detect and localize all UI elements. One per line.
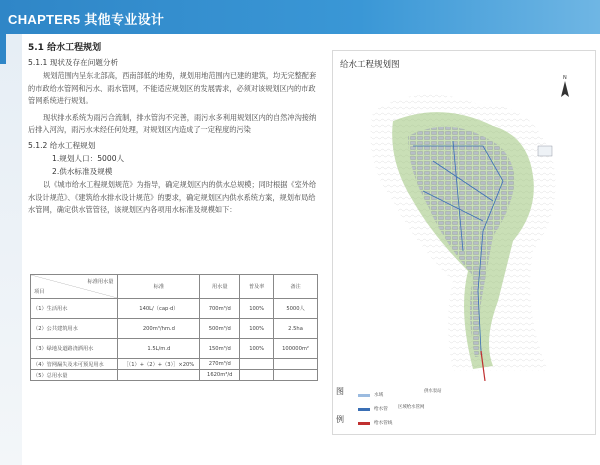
water-standards-table [30,274,318,381]
network-label: 区域给水管网 [398,405,425,410]
table-header-corner: 标准用水量 项目 [31,275,118,299]
section-title: 5.1 给水工程规划 [28,43,102,53]
paragraph-drainage: 现状排水系统为雨污合流制，排水管沟不完善，雨污水多利用规划区内的自然冲沟接纳后排入河沟，雨污水未经任何处理，对规划区内造成了一定程度的污染 [28,112,317,135]
reservoir [538,146,552,156]
legend-item: 给水管 [358,406,388,412]
legend-title-1: 图 [336,387,344,396]
subsection-title-1: 5.1.1 现状及存在问题分析 [28,58,119,67]
header-bar [0,0,600,34]
stripe-accent [0,34,6,64]
column-header: 普及率 [240,275,274,299]
table-row: （3）绿地及道路浇洒用水 1.5L/m.d 150m³/d 100% 100000m² [31,339,318,359]
column-header: 备注 [274,275,318,299]
legend-item: 给水管线 [358,420,392,426]
site-plan-map [333,51,595,381]
item-population: 1.规划人口：5000人 [52,153,125,163]
table-row: （4）管网漏失及未可预见用水 ［（1）+（2）+（3）］×20% 270m³/d [31,359,318,370]
table-row: （1）生活用水 140L/（cap·d） 700m³/d 100% 5000人 [31,299,318,319]
column-header: 用水量 [200,275,240,299]
table-row: （5）总用水量 1620m³/d [31,370,318,381]
paragraph-status: 规划范围内呈东北部高，西南部低的地势，规划用地范围内已建的建筑，均无完整配套的市政给水管网和污水、雨水管网，不能适应规划区的发展需求，必须对该规划区内的市政管网系统进行规划。 [28,71,317,106]
svg-text:N: N [563,75,567,81]
map-title: 给水工程规划图 [340,60,400,70]
pump-station-label: 供水泵站 [424,389,442,394]
chapter-title: CHAPTER5 其他专业设计 [8,12,165,27]
left-stripe [0,34,22,465]
table-row: （2）公共建筑用水 200m³/hm.d 500m³/d 100% 2.5ha [31,319,318,339]
legend-item: 水域 [358,392,383,398]
paragraph-standards: 以《城市给水工程规划规范》为指导，确定规划区内的供水总规模；同时根据《室外给水设计规范》、《建筑给水排水设计规范》的要求，确定规划区内供水系统方案，规划布局给水管网，确定供水管管径，该规划区内各项用水标准及规模如下： [28,179,317,215]
subsection-title-2: 5.1.2 给水工程规划 [28,140,96,150]
north-arrow-icon [561,75,569,97]
legend-swatch [358,408,370,411]
legend-swatch [358,394,370,397]
text-content [28,40,318,217]
legend-swatch [358,422,370,425]
legend-title-2: 例 [336,415,344,424]
column-header: 标准 [118,275,200,299]
item-standard: 2.供水标准及规模 [52,166,113,176]
